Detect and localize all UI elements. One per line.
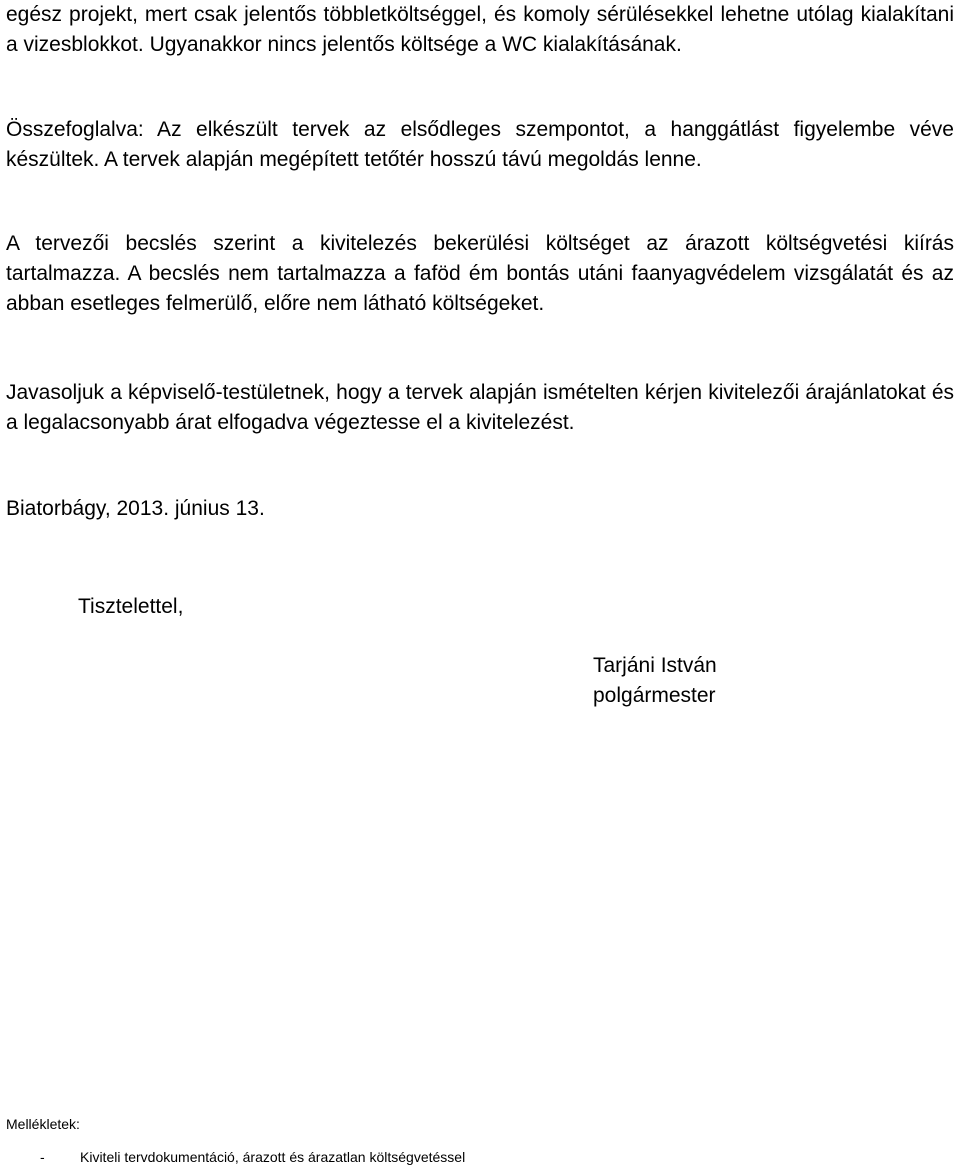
attachment-text: Kiviteli tervdokumentáció, árazott és árazatlan költségvetéssel	[80, 1149, 466, 1165]
body-paragraph-1: egész projekt, mert csak jelentős többletköltséggel, és komoly sérülésekkel lehetne utólag kialakítani a vizesblokkot. Ugyanakkor nincs jelentős költsége a WC kialakításának.	[6, 3, 954, 56]
attachment-item	[40, 1147, 465, 1167]
body-paragraph-3: A tervezői becslés szerint a kivitelezés bekerülési költséget az árazott költségvetési kiírás tartalmazza. A becslés nem tartalmazza a faföd ém bontás utáni faanyagvédelem vizsgálatát és az abban esetleges felmerülő, előre nem látható költségeket.	[6, 232, 954, 315]
closing-greeting: Tisztelettel,	[78, 595, 184, 618]
attachments-label: Mellékletek:	[6, 1116, 80, 1132]
body-paragraph-2: Összefoglalva: Az elkészült tervek az elsődleges szempontot, a hanggátlást figyelembe véve készültek. A tervek alapján megépített tetőtér hosszú távú megoldás lenne.	[6, 118, 954, 171]
body-paragraph-4: Javasoljuk a képviselő-testületnek, hogy a tervek alapján ismételten kérjen kivitelezői árajánlatokat és a legalacsonyabb árat elfogadva végeztesse el a kivitelezést.	[6, 381, 954, 434]
attachment-bullet: -	[40, 1149, 45, 1165]
signer-name: Tarjáni István	[593, 654, 717, 677]
signature-block	[593, 651, 717, 711]
signer-title: polgármester	[593, 684, 716, 707]
place-date: Biatorbágy, 2013. június 13.	[6, 497, 265, 520]
